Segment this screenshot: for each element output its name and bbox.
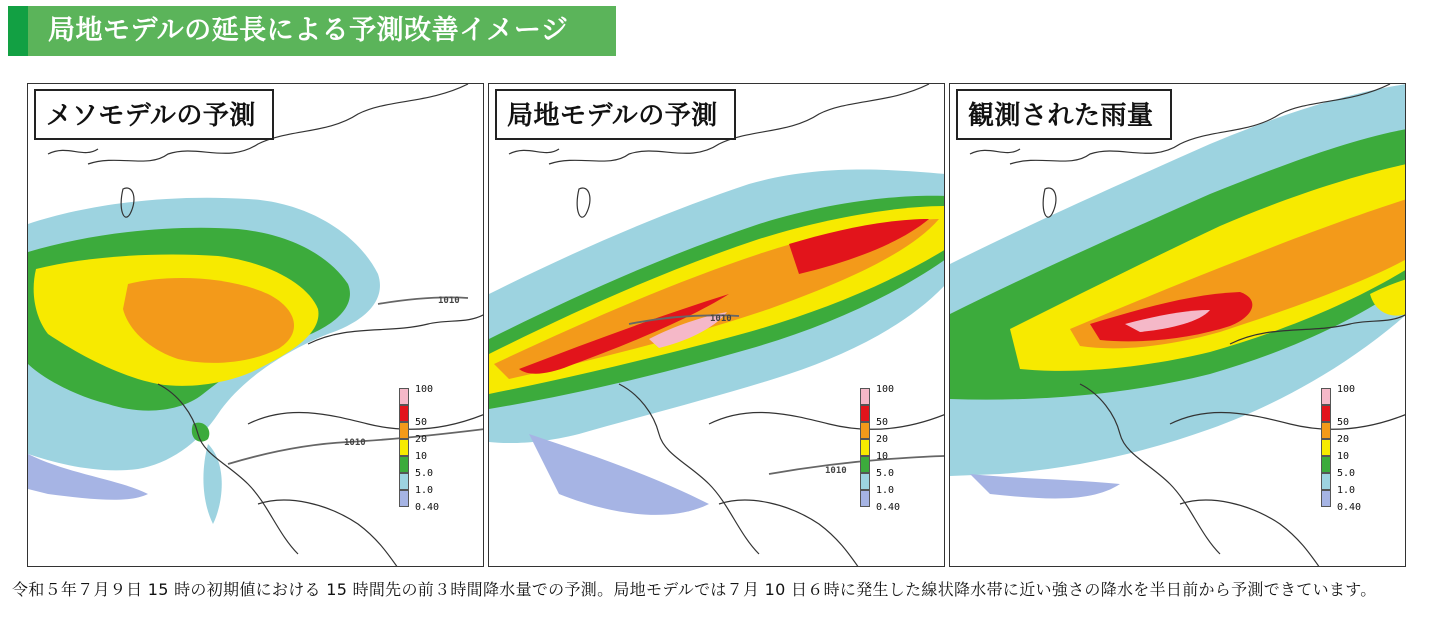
precip-legend xyxy=(860,384,930,528)
legend-label: 0.40 xyxy=(1337,502,1362,513)
legend-label: 5.0 xyxy=(1337,468,1356,479)
legend-label: 1.0 xyxy=(876,485,895,496)
legend-swatch xyxy=(860,422,870,439)
precip-legend xyxy=(1321,384,1391,528)
legend-label: 10 xyxy=(415,451,428,462)
legend-swatch xyxy=(860,388,870,405)
legend-swatch xyxy=(1321,439,1331,456)
map-panel-meso xyxy=(27,83,484,567)
legend-swatch xyxy=(1321,490,1331,507)
isobar-label: 1010 xyxy=(438,296,460,306)
header-accent xyxy=(8,6,28,56)
isobar-label: 1010 xyxy=(344,438,366,448)
legend-label: 0.40 xyxy=(415,502,440,513)
legend-label: 1.0 xyxy=(1337,485,1356,496)
legend-label: 100 xyxy=(876,384,895,395)
page-title: 局地モデルの延長による予測改善イメージ xyxy=(48,15,569,46)
legend-label: 10 xyxy=(876,451,889,462)
legend-label: 5.0 xyxy=(415,468,434,479)
legend-label: 20 xyxy=(1337,434,1350,445)
legend-swatch xyxy=(1321,473,1331,490)
legend-swatch xyxy=(860,456,870,473)
legend-swatch xyxy=(860,439,870,456)
legend-swatch xyxy=(1321,388,1331,405)
legend-label: 10 xyxy=(1337,451,1350,462)
legend-swatch xyxy=(1321,405,1331,422)
isobar-label: 1010 xyxy=(710,314,732,324)
panel-title: メソモデルの予測 xyxy=(34,89,274,140)
legend-label: 1.0 xyxy=(415,485,434,496)
precip-legend xyxy=(399,384,469,528)
legend-swatch xyxy=(399,490,409,507)
legend-swatch xyxy=(399,422,409,439)
map-panel-local xyxy=(488,83,945,567)
legend-label: 100 xyxy=(415,384,434,395)
legend-label: 100 xyxy=(1337,384,1356,395)
legend-label: 50 xyxy=(1337,417,1350,428)
legend-label: 0.40 xyxy=(876,502,901,513)
legend-swatch xyxy=(399,473,409,490)
legend-swatch xyxy=(1321,422,1331,439)
legend-swatch xyxy=(860,490,870,507)
map-panel-observed xyxy=(949,83,1406,567)
legend-swatch xyxy=(860,473,870,490)
figure-caption: 令和５年７月９日 15 時の初期値における 15 時間先の前３時間降水量での予測。局地モデルでは７月 10 日６時に発生した線状降水帯に近い強さの降水を半日前から予測できています。 xyxy=(12,580,1377,599)
isobar-label: 1010 xyxy=(825,466,847,476)
legend-label: 5.0 xyxy=(876,468,895,479)
legend-swatch xyxy=(860,405,870,422)
legend-swatch xyxy=(399,439,409,456)
legend-swatch xyxy=(399,388,409,405)
legend-swatch xyxy=(399,405,409,422)
legend-label: 50 xyxy=(876,417,889,428)
panel-title: 局地モデルの予測 xyxy=(495,89,736,140)
legend-label: 20 xyxy=(415,434,428,445)
rain-layer xyxy=(28,198,380,524)
legend-label: 50 xyxy=(415,417,428,428)
legend-label: 20 xyxy=(876,434,889,445)
legend-swatch xyxy=(1321,456,1331,473)
panel-title: 観測された雨量 xyxy=(956,89,1172,140)
legend-swatch xyxy=(399,456,409,473)
